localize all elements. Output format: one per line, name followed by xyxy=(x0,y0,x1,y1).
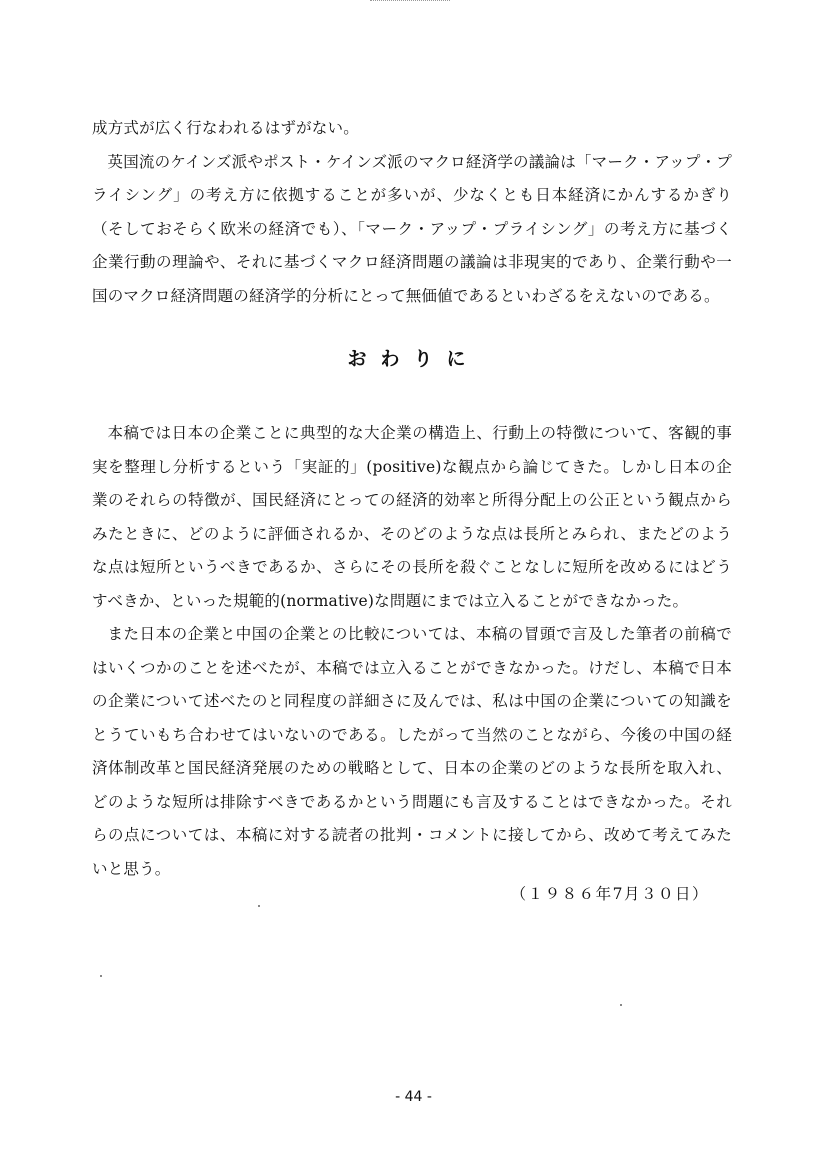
scan-speck xyxy=(620,1004,622,1006)
date-line: （１９８６年7月３０日） xyxy=(510,885,709,903)
page-number: - 44 - xyxy=(395,1089,432,1105)
paragraph-continuation: 成方式が広く行なわれるはずがない。 xyxy=(92,119,359,137)
scan-speck xyxy=(100,975,102,977)
intro-text xyxy=(92,112,732,313)
top-scan-mark xyxy=(370,0,450,5)
scan-speck xyxy=(258,905,260,907)
paragraph-summary: 本稿では日本の企業ことに典型的な大企業の構造上、行動上の特徴について、客観的事実を整理し分析するという「実証的」(positive)な観点から論じてきた。しかし日本の企業のそれらの特徴が、国民経済にとっての経済的効率と所得分配上の公正という観点からみたときに、どのように評価されるか、そのどのような点は長所とみられ、またどのような点は短所というべきであるか、さらにその長所を殺ぐことなしに短所を改めるにはどうすべきか、といった規範的(normative)な問題にまでは立入ることができなかった。 xyxy=(92,424,732,610)
paragraph-markup-pricing: 英国流のケインズ派やポスト・ケインズ派のマクロ経済学の議論は「マーク・アップ・プライシング」の考え方に依拠することが多いが、少なくとも日本経済にかんするかぎり（そしておそらく欧米の経済でも）、「マーク・アップ・プライシング」の考え方に基づく企業行動の理論や、それに基づくマクロ経済問題の議論は非現実的であり、企業行動や一国のマクロ経済問題の経済学的分析にとって無価値であるといわざるをえないのである。 xyxy=(92,152,732,305)
closing-section-text xyxy=(92,417,732,886)
section-heading: おわりに xyxy=(347,348,480,370)
paragraph-china-comparison: また日本の企業と中国の企業との比較については、本稿の冒頭で言及した筆者の前稿ではいくつかのことを述べたが、本稿では立入ることができなかった。けだし、本稿で日本の企業について述べたのと同程度の詳細さに及んでは、私は中国の企業についての知識をとうていもち合わせてはいないのである。したがって当然のことながら、今後の中国の経済体制改革と国民経済発展のための戦略として、日本の企業のどのような長所を取入れ、どのような短所は排除すべきであるかという問題にも言及することはできなかった。それらの点については、本稿に対する読者の批判・コメントに接してから、改めて考えてみたいと思う。 xyxy=(92,625,732,878)
